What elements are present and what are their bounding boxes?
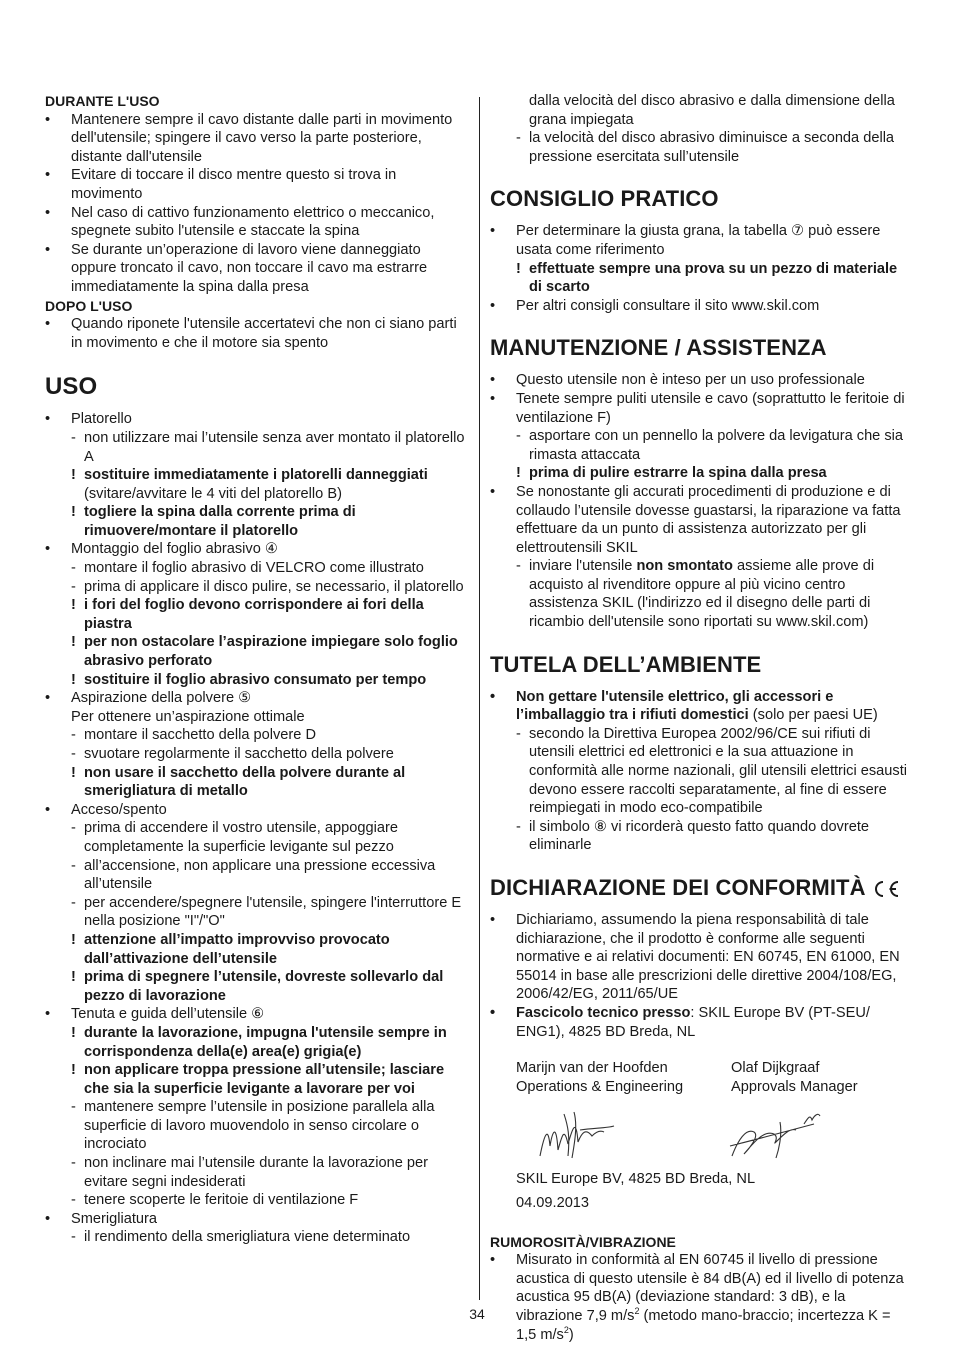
manutenzione-heading: MANUTENZIONE / ASSISTENZA xyxy=(490,335,827,361)
signature-1-icon xyxy=(534,1106,674,1164)
sub-item: - inviare l'utensile non smontato assieme alle prove di acquisto al rivenditore oppure al più vicino centro assistenza SKIL (l'indirizzo ed il disegno delle parti di ricambio dell'utensile sono riportati su www.skil.com) xyxy=(516,558,875,631)
sub-item: - la velocità del disco abrasivo diminuisce a seconda della pressione esercitata sull’utensile xyxy=(516,130,895,165)
list-item: • Aspirazione della polvere ⑤ xyxy=(45,690,252,707)
sub-item: - all’accensione, non applicare una pressione eccessiva all’utensile xyxy=(71,857,436,893)
list-item: • Tenete sempre puliti utensile e cavo (soprattutto le feritoie di ventilazione F) xyxy=(490,390,905,426)
left-column xyxy=(45,92,469,1247)
list-item: • Platorello xyxy=(45,411,132,428)
right-column xyxy=(490,92,914,1344)
sub-item: - non utilizzare mai l’utensile senza aver montato il platorello A xyxy=(71,429,465,465)
list-item: • Nel caso di cattivo funzionamento elettrico o meccanico, spegnete subito l'utensile e staccate la spina xyxy=(45,204,435,240)
warning-item: ! togliere la spina dalla corrente prima di rimuovere/montare il platorello xyxy=(71,504,356,539)
consiglio-heading: CONSIGLIO PRATICO xyxy=(490,186,719,212)
intro-text: Per ottenere un’aspirazione ottimale xyxy=(71,708,305,725)
warning-item: ! effettuate sempre una prova su un pezzo di materiale di scarto xyxy=(516,260,898,296)
warning-item: ! durante la lavorazione, impugna l'utensile sempre in corrispondenza della(e) area(e) grigia(e) xyxy=(71,1024,447,1060)
list-item: • Dichiariamo, assumendo la piena responsabilità di tale dichiarazione, che il prodotto è conforme alle seguenti normative e ai relativi documenti: EN 60745, EN 61000, EN 55014 in base alle prescrizioni delle direttive 2004/108/EG, 2006/42/EG, 2011/65/UE xyxy=(490,912,900,1003)
during-use-heading: DURANTE L'USO xyxy=(45,93,160,109)
signatory-2-name: Olaf Dijkgraaf xyxy=(731,1060,820,1077)
list-item: • Smerigliatura xyxy=(45,1210,157,1227)
list-item: • Evitare di toccare il disco mentre questo si trova in movimento xyxy=(45,167,397,202)
list-item: • Misurato in conformità al EN 60745 il livello di pressione acustica di questo utensile è 84 dB(A) ed il livello di potenza acustica 95 dB(A) (deviazione standard: 3 dB), e la vibrazione 7,9 $m/s^2$ (metodo mano-braccio; incertezza K = 1,5 $m/s^2$) xyxy=(490,1252,904,1343)
sub-item: - svuotare regolarmente il sacchetto della polvere xyxy=(71,746,394,762)
sub-item: - montare il foglio abrasivo di VELCRO come illustrato xyxy=(71,560,424,577)
list-item: • Acceso/spento xyxy=(45,801,167,818)
warning-item: ! per non ostacolare l’aspirazione impiegare solo foglio abrasivo perforato xyxy=(71,634,458,670)
sub-item: - tenere scoperte le feritoie di ventilazione F xyxy=(71,1192,359,1209)
list-item: • Montaggio del foglio abrasivo ④ xyxy=(45,541,278,558)
sub-item: - il simbolo ⑧ vi ricorderà questo fatto quando dovrete eliminarle xyxy=(516,818,870,854)
warning-item: ! non applicare troppa pressione all’utensile; lasciare che sia la superficie levigante a lavorare per voi xyxy=(71,1062,445,1097)
column-divider xyxy=(479,97,480,1300)
sub-item: - asportare con un pennello la polvere da levigatura che sia rimasta attaccata xyxy=(516,428,904,463)
warning-item: ! sostituire il foglio abrasivo consumato per tempo xyxy=(71,671,427,688)
sub-item: - prima di applicare il disco pulire, se necessario, il platorello xyxy=(71,578,464,595)
sub-item: - prima di accendere il vostro utensile, appoggiare completamente la superficie levigante sul pezzo xyxy=(71,820,398,855)
company-address: SKIL Europe BV, 4825 BD Breda, NL xyxy=(516,1171,756,1188)
list-item: • Quando riponete l'utensile accertatevi che non ci siano parti in movimento e che il motore sia spento xyxy=(45,316,457,351)
list-item: • Se durante un’operazione di lavoro viene danneggiato oppure troncato il cavo, non toccare il cavo ma estrarre immediatamente la spina dalla presa xyxy=(45,241,428,295)
dichiarazione-heading: DICHIARAZIONE DEI CONFORMITÀ xyxy=(490,875,914,901)
sub-item: - secondo la Direttiva Europea 2002/96/CE sui rifiuti di utensili elettrici ed elettronici e la sua attuazione in conformità alle norme nazionali, glil utensili elettrici esausti devono essere raccolti separatamente, al fine di essere reimpiegati in modo eco-compatibile xyxy=(516,725,907,817)
sub-item: - il rendimento della smerigliatura viene determinato xyxy=(71,1229,411,1246)
list-item: • Fascicolo tecnico presso: SKIL Europe BV (PT-SEU/ ENG1), 4825 BD Breda, NL xyxy=(490,1004,870,1040)
signatories xyxy=(490,1059,914,1096)
rumorosita-heading: RUMOROSITÀ/VIBRAZIONE xyxy=(490,1233,676,1250)
list-item: • Non gettare l'utensile elettrico, gli accessori e l’imballaggio tra i rifiuti domestici (solo per paesi UE) xyxy=(490,688,878,724)
sub-item: - montare il sacchetto della polvere D xyxy=(71,727,316,744)
signatory-1-name: Marijn van der Hoofden xyxy=(516,1060,668,1077)
warning-item: ! prima di pulire estrarre la spina dalla presa xyxy=(516,465,827,482)
list-item: • Tenuta e guida dell’utensile ⑥ xyxy=(45,1006,265,1023)
signatures xyxy=(490,1106,914,1164)
sub-item: - per accendere/spegnere l'utensile, spingere l'interruttore E nella posizione "I"/"O" xyxy=(71,894,462,930)
list-item: • Per altri consigli consultare il sito www.skil.com xyxy=(490,297,820,314)
uso-heading: USO xyxy=(45,373,98,401)
warning-item: ! prima di spegnere l’utensile, dovreste sollevarlo dal pezzo di lavorazione xyxy=(71,969,444,1004)
list-item: • Mantenere sempre il cavo distante dalle parti in movimento dell'utensile; spingere il cavo verso la parte posteriore, distante dall'utensile xyxy=(45,111,453,165)
after-use-heading: DOPO L'USO xyxy=(45,297,133,314)
signatory-1-role: Operations & Engineering xyxy=(516,1078,684,1095)
ce-mark-icon xyxy=(872,879,902,899)
warning-item: ! sostituire immediatamente i platorelli danneggiati (svitare/avvitare le 4 viti del platorello B) xyxy=(71,467,428,502)
list-item: • Se nonostante gli accurati procedimenti di produzione e di collaudo l’utensile dovesse guastarsi, la riparazione va fatta effettuare da un punto di assistenza autorizzato per gli elettroutensili SKIL xyxy=(490,483,901,556)
continued-text: dalla velocità del disco abrasivo e dalla dimensione della grana impiegata xyxy=(529,93,895,128)
warning-item: ! attenzione all’impatto improvviso provocato dall’attivazione dell’utensile xyxy=(71,931,390,967)
warning-item: ! i fori del foglio devono corrispondere ai fori della piastra xyxy=(71,597,424,632)
tutela-heading: TUTELA DELL’AMBIENTE xyxy=(490,651,762,677)
sub-item: - non inclinare mai l’utensile durante la lavorazione per evitare segni indesiderati xyxy=(71,1155,428,1190)
page-number: 34 xyxy=(469,1306,485,1322)
list-item: • Questo utensile non è inteso per un uso professionale xyxy=(490,372,865,389)
declaration-date: 04.09.2013 xyxy=(516,1194,590,1211)
sub-item: - mantenere sempre l’utensile in posizione parallela alla superficie di lavoro muovendolo in senso circolare o incrociato xyxy=(71,1099,435,1153)
signatory-2-role: Approvals Manager xyxy=(731,1078,858,1095)
list-item: • Per determinare la giusta grana, la tabella ⑦ può essere usata come riferimento xyxy=(490,223,881,258)
signature-2-icon xyxy=(724,1106,844,1164)
warning-item: ! non usare il sacchetto della polvere durante al smerigliatura di metallo xyxy=(71,764,406,800)
